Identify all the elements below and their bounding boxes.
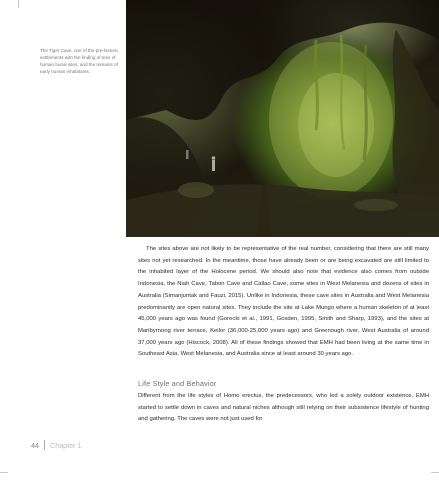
- figure-caption: The Tiger Cave, one of the pre-historic settlements with the finding of tens of human burial sites, and the remains of early human inhabitants.: [40, 48, 119, 75]
- chapter-label: Chapter 1: [50, 440, 82, 450]
- crop-mark-top-left: [18, 0, 19, 8]
- body-paragraph-1: The sites above are not likely to be representative of the real number, considering that there are still many sites not yet researched. In the meantime, those have already been or are being excavated are still limited to the inhabited layer of the Holocene period. We should also note that evidence also comes from outside Indonesia, the Niah Cave, Tabon Cave and Callao Cave, some sites in West Melanesia and dozens of sites in Australia (Simanjuntak and Fauzi, 2015). Unlike in Indonesia, these cave sites in Australia and West Melanesia predominantly are open natural sites. They include the site at Lake Mungo where a human skeleton of at least 45,000 years ago was found (Gorecki et al., 1991, Gosden, 1995, Smith and Sharp, 1993), and the sites at Maribyrnong river terrace, Keilor (36,000-25,000 years ago) and Greenough river, West Australia of around 37,000 years ago (Hiscock, 2008). All of these findings showed that EMH had been living at the same time in Southeast Asia, West Melanesia, and Australia since at least around 30 years ago.: [138, 246, 429, 358]
- cave-photo-illustration: [126, 0, 439, 237]
- page-number: 44: [31, 440, 39, 450]
- footer-divider: [44, 440, 45, 450]
- crop-mark-bottom-right: [431, 472, 439, 473]
- body-paragraph-2: Different from the life styles of Homo erectus, the predecessors, who led a solely outdoor existence, EMH started to settle down in caves and natural niches although still relying on their subsistence lifestyle of hunting and gathering. The caves were not just used for: [138, 393, 429, 423]
- crop-mark-bottom-left: [0, 472, 8, 473]
- section-heading: Life Style and Behavior: [138, 379, 217, 388]
- page-footer: [31, 440, 82, 450]
- cave-photo: [126, 0, 439, 237]
